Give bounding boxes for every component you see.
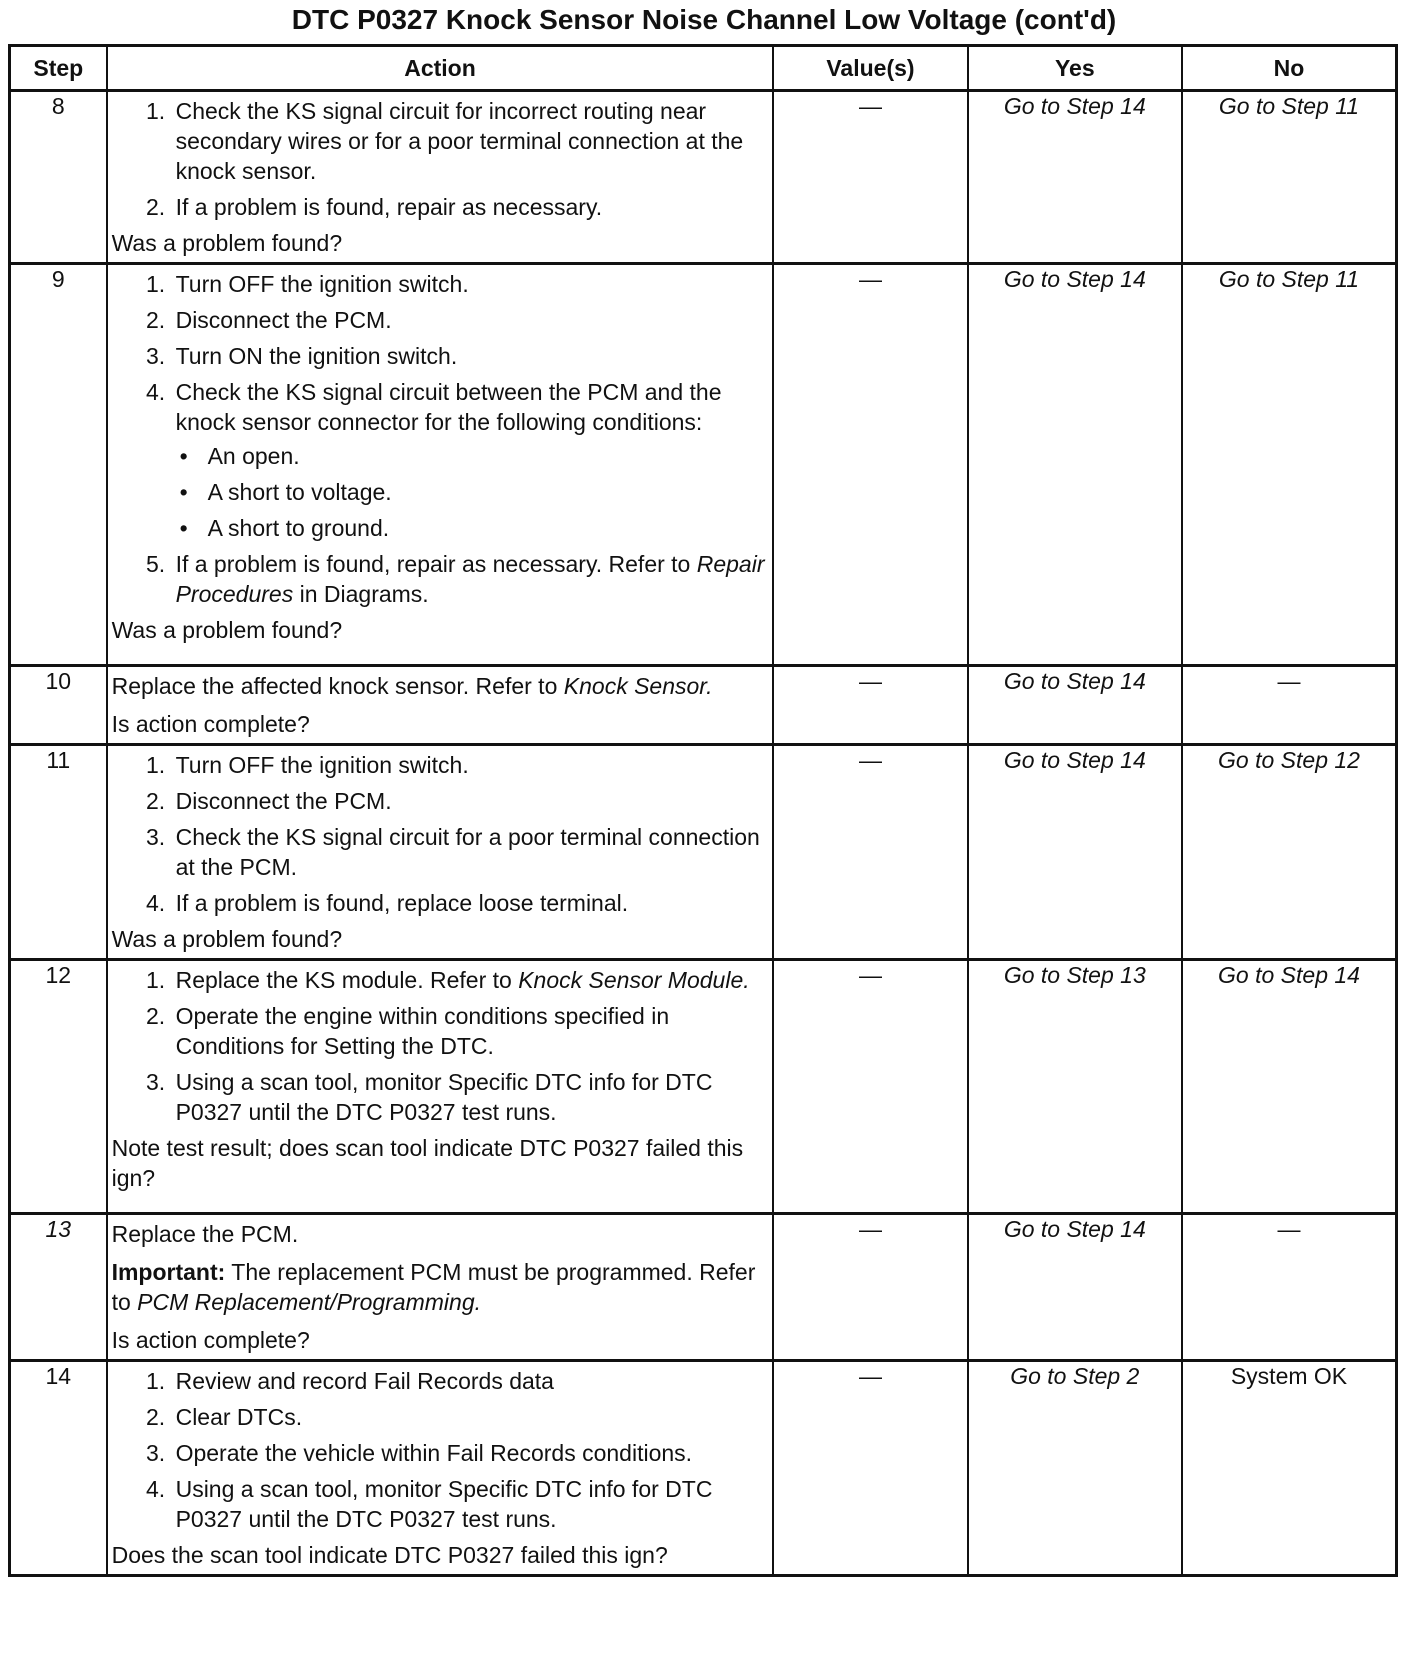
condition-item: • A short to voltage. xyxy=(176,477,767,507)
action-step: 3. Turn ON the ignition switch. xyxy=(172,341,767,371)
action-step: 2. Operate the engine within conditions specified in Conditions for Setting the DTC. xyxy=(172,1001,767,1061)
header-no: No xyxy=(1182,46,1397,91)
table-row xyxy=(10,91,1397,264)
condition-item: • An open. xyxy=(176,441,767,471)
yes-cell: Go to Step 14 xyxy=(968,666,1182,745)
table-row xyxy=(10,666,1397,745)
table-row xyxy=(10,1214,1397,1361)
yes-cell: Go to Step 14 xyxy=(968,91,1182,264)
action-question: Was a problem found? xyxy=(111,230,343,256)
important-note xyxy=(112,1257,767,1317)
header-yes: Yes xyxy=(968,46,1182,91)
action-step xyxy=(172,377,767,543)
action-cell xyxy=(107,264,774,666)
action-text xyxy=(112,671,767,701)
no-cell: Go to Step 12 xyxy=(1182,745,1397,960)
action-steps xyxy=(112,96,767,222)
condition-item: • A short to ground. xyxy=(176,513,767,543)
header-action: Action xyxy=(107,46,774,91)
reference-link: Repair Procedures xyxy=(175,551,765,607)
action-cell xyxy=(107,745,774,960)
yes-cell: Go to Step 14 xyxy=(968,745,1182,960)
page-title: DTC P0327 Knock Sensor Noise Channel Low Voltage (cont'd) xyxy=(291,4,1117,35)
no-cell: — xyxy=(1182,666,1397,745)
no-cell: — xyxy=(1182,1214,1397,1361)
header-step: Step xyxy=(10,46,107,91)
table-row xyxy=(10,745,1397,960)
reference-link: PCM Replacement/Programming. xyxy=(137,1289,481,1315)
action-question: Was a problem found? xyxy=(111,617,343,643)
action-step: 1. Turn OFF the ignition switch. xyxy=(172,269,767,299)
action-text: Replace the PCM. xyxy=(111,1221,299,1247)
action-steps xyxy=(112,269,767,609)
step-number: 10 xyxy=(10,666,107,745)
action-cell xyxy=(107,1214,774,1361)
action-step: 1. Check the KS signal circuit for incorrect routing near secondary wires or for a poor terminal connection at the knock sensor. xyxy=(172,96,767,186)
action-step: 1. Turn OFF the ignition switch. xyxy=(172,750,767,780)
action-cell xyxy=(107,91,774,264)
important-label: Important: xyxy=(111,1259,226,1285)
table-row xyxy=(10,264,1397,666)
action-question: Was a problem found? xyxy=(111,926,343,952)
yes-cell: Go to Step 14 xyxy=(968,1214,1182,1361)
action-question: Is action complete? xyxy=(111,711,310,737)
action-step-text: Check the KS signal circuit between the PCM and the knock sensor connector for the following conditions: xyxy=(175,379,722,435)
yes-cell: Go to Step 2 xyxy=(968,1361,1182,1576)
action-step-text: Replace the KS module. Refer to xyxy=(175,967,519,993)
value-cell: — xyxy=(773,1361,967,1576)
header-row xyxy=(10,46,1397,91)
value-cell: — xyxy=(773,91,967,264)
important-text: The replacement PCM must be programmed. Refer to xyxy=(111,1259,756,1315)
reference-link: Knock Sensor Module. xyxy=(518,967,750,993)
yes-cell: Go to Step 14 xyxy=(968,264,1182,666)
diagnostic-table xyxy=(8,44,1398,1577)
no-cell: Go to Step 11 xyxy=(1182,91,1397,264)
action-step: 2. If a problem is found, repair as necessary. xyxy=(172,192,767,222)
header-values: Value(s) xyxy=(773,46,967,91)
step-number: 13 xyxy=(10,1214,107,1361)
action-step: 3. Check the KS signal circuit for a poor terminal connection at the PCM. xyxy=(172,822,767,882)
action-step: 4. If a problem is found, replace loose terminal. xyxy=(172,888,767,918)
action-question: Is action complete? xyxy=(111,1327,310,1353)
step-number: 9 xyxy=(10,264,107,666)
action-step xyxy=(172,549,767,609)
action-step: 2. Disconnect the PCM. xyxy=(172,786,767,816)
action-step-text: in Diagrams. xyxy=(293,581,429,607)
action-cell xyxy=(107,666,774,745)
action-question: Does the scan tool indicate DTC P0327 failed this ign? xyxy=(111,1542,668,1568)
action-cell xyxy=(107,960,774,1214)
action-step xyxy=(172,965,767,995)
action-step: 3. Operate the vehicle within Fail Records conditions. xyxy=(172,1438,767,1468)
reference-link: Knock Sensor. xyxy=(563,673,713,699)
step-number: 12 xyxy=(10,960,107,1214)
action-steps xyxy=(112,965,767,1127)
value-cell: — xyxy=(773,960,967,1214)
no-cell: Go to Step 11 xyxy=(1182,264,1397,666)
action-step: 3. Using a scan tool, monitor Specific DTC info for DTC P0327 until the DTC P0327 test runs. xyxy=(172,1067,767,1127)
table-row xyxy=(10,1361,1397,1576)
step-number: 8 xyxy=(10,91,107,264)
action-step: 1. Review and record Fail Records data xyxy=(172,1366,767,1396)
step-number: 14 xyxy=(10,1361,107,1576)
step-number: 11 xyxy=(10,745,107,960)
no-cell: System OK xyxy=(1182,1361,1397,1576)
value-cell: — xyxy=(773,745,967,960)
yes-cell: Go to Step 13 xyxy=(968,960,1182,1214)
action-text-part: Replace the affected knock sensor. Refer to xyxy=(111,673,564,699)
value-cell: — xyxy=(773,1214,967,1361)
action-steps xyxy=(112,750,767,918)
value-cell: — xyxy=(773,666,967,745)
value-cell: — xyxy=(773,264,967,666)
action-question: Note test result; does scan tool indicate DTC P0327 failed this ign? xyxy=(111,1135,744,1191)
condition-list xyxy=(176,441,767,543)
action-step: 2. Clear DTCs. xyxy=(172,1402,767,1432)
action-steps xyxy=(112,1366,767,1534)
action-step: 4. Using a scan tool, monitor Specific DTC info for DTC P0327 until the DTC P0327 test runs. xyxy=(172,1474,767,1534)
action-step-text: If a problem is found, repair as necessary. Refer to xyxy=(175,551,697,577)
no-cell: Go to Step 14 xyxy=(1182,960,1397,1214)
table-row xyxy=(10,960,1397,1214)
action-step: 2. Disconnect the PCM. xyxy=(172,305,767,335)
action-cell xyxy=(107,1361,774,1576)
